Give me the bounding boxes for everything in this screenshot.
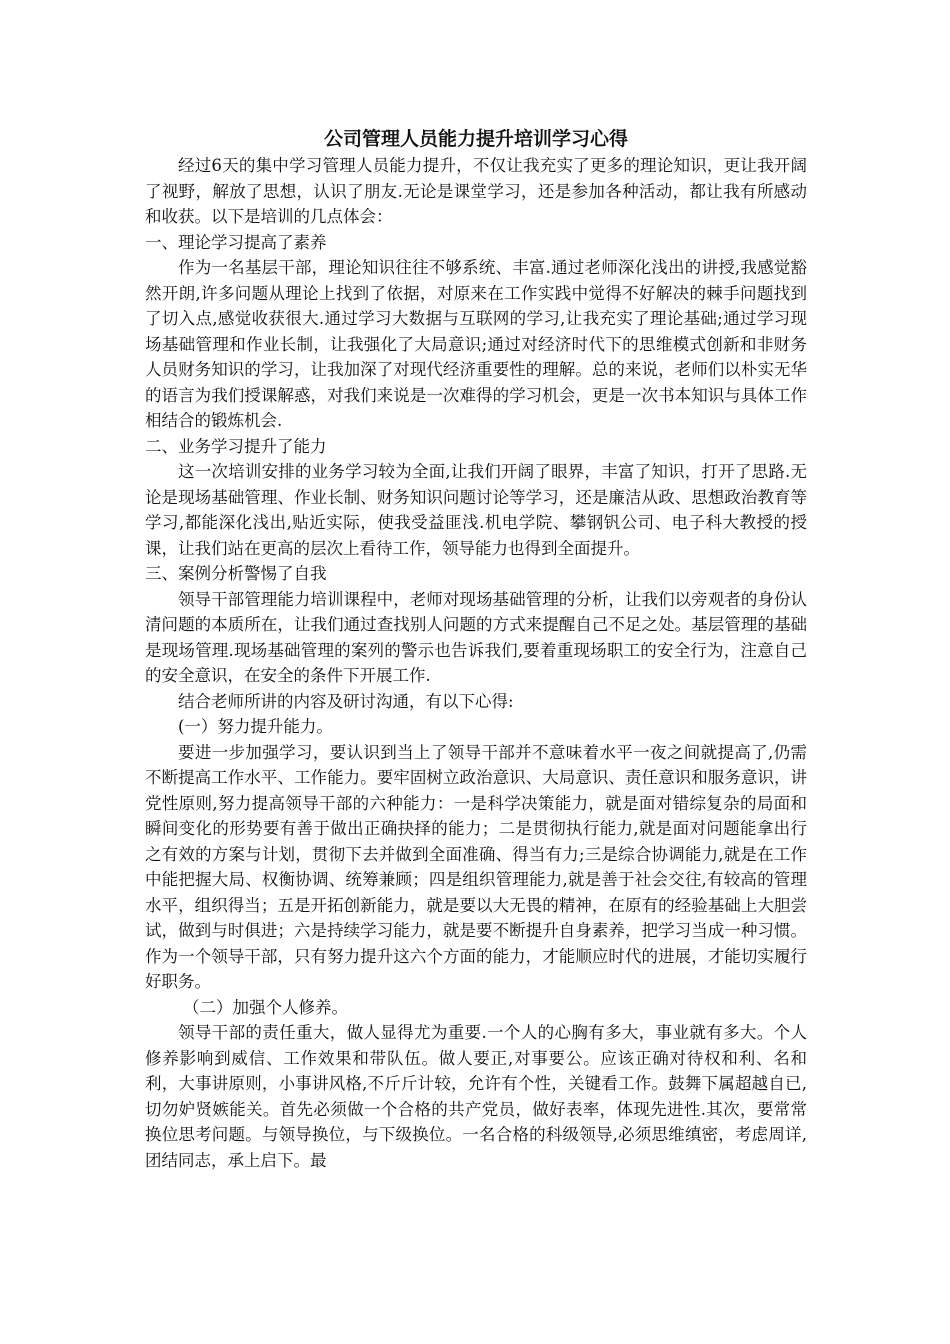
document-title: 公司管理人员能力提升培训学习心得 [323, 128, 628, 150]
subheading-2: （二）加强个人修养。 [182, 997, 348, 1017]
document-body [145, 121, 807, 1173]
subsection-1-paragraph: 要进一步加强学习，要认识到当上了领导干部并不意味着水平一夜之间就提高了,仍需不断提高工作水平、工作能力。要牢固树立政治意识、大局意识、责任意识和服务意识，讲党性原则,努力提高领导干部的六种能力：一是科学决策能力，就是面对错综复杂的局面和瞬间变化的形势要有善于做出正确抉择的能力；二是贯彻执行能力,就是面对问题能拿出行之有效的方案与计划，贯彻下去并做到全面准确、得当有力;三是综合协调能力,就是在工作中能把握大局、权衡协调、统筹兼顾；四是组织管理能力,就是善于社会交往,有较高的管理水平，组织得当；五是开拓创新能力，就是要以大无畏的精神，在原有的经验基础上大胆尝试，做到与时俱进；六是持续学习能力，就是要不断提升自身素养，把学习当成一种习惯。作为一个领导干部，只有努力提升这六个方面的能力，才能顺应时代的进展，才能切实履行好职务。 [145, 742, 807, 991]
subheading-1: (一）努力提升能力。 [178, 717, 333, 736]
section-heading-2: 二、业务学习提升了能力 [145, 436, 327, 456]
section-heading-1: 一、理论学习提高了素养 [145, 232, 327, 252]
section-1-paragraph: 作为一名基层干部，理论知识往往不够系统、丰富.通过老师深化浅出的讲授,我感觉豁然开朗,许多问题从理论上找到了依据，对原来在工作实践中觉得不好解决的棘手问题找到了切入点,感觉收获很大.通过学习大数据与互联网的学习,让我充实了理论基础;通过学习现场基础管理和作业长制，让我强化了大局意识;通过对经济时代下的思维模式创新和非财务人员财务知识的学习，让我加深了对现代经济重要性的理解。总的来说，老师们以朴实无华的语言为我们授课解惑，对我们来说是一次难得的学习机会，更是一次书本知识与具体工作相结合的锻炼机会. [145, 258, 807, 430]
summary-intro-paragraph: 结合老师所讲的内容及研讨沟通，有以下心得: [178, 691, 514, 711]
intro-paragraph: 经过6天的集中学习管理人员能力提升，不仅让我充实了更多的理论知识，更让我开阔了视野，解放了思想，认识了朋友.无论是课堂学习，还是参加各种活动，都让我有所感动和收获。以下是培训的几点体会： [145, 156, 807, 226]
section-heading-3: 三、案例分析警惕了自我 [145, 564, 327, 583]
section-2-paragraph: 这一次培训安排的业务学习较为全面,让我们开阔了眼界，丰富了知识，打开了思路.无论是现场基础管理、作业长制、财务知识问题讨论等学习，还是廉洁从政、思想政治教育等学习,都能深化浅出,贴近实际，使我受益匪浅.机电学院、攀钢钒公司、电子科大教授的授课，让我们站在更高的层次上看待工作，领导能力也得到全面提升。 [145, 462, 807, 558]
section-3-paragraph: 领导干部管理能力培训课程中，老师对现场基础管理的分析，让我们以旁观者的身份认清问题的本质所在，让我们通过查找别人问题的方式来提醒自己不足之处。基层管理的基础是现场管理.现场基础管理的案列的警示也告诉我们,要着重现场职工的安全行为，注意自己的安全意识，在安全的条件下开展工作. [145, 589, 807, 685]
subsection-2-paragraph: 领导干部的责任重大，做人显得尤为重要.一个人的心胸有多大，事业就有多大。个人修养影响到威信、工作效果和带队伍。做人要正,对事要公。应该正确对待权和利、名和利，大事讲原则，小事讲风格,不斤斤计较，允许有个性，关键看工作。鼓舞下属超越自已,切勿妒贤嫉能关。首先必须做一个合格的共产党员，做好表率，体现先进性.其次，要常常换位思考问题。与领导换位，与下级换位。一名合格的科级领导,必须思维缜密，考虑周详,团结同志，承上启下。最 [145, 1023, 807, 1170]
